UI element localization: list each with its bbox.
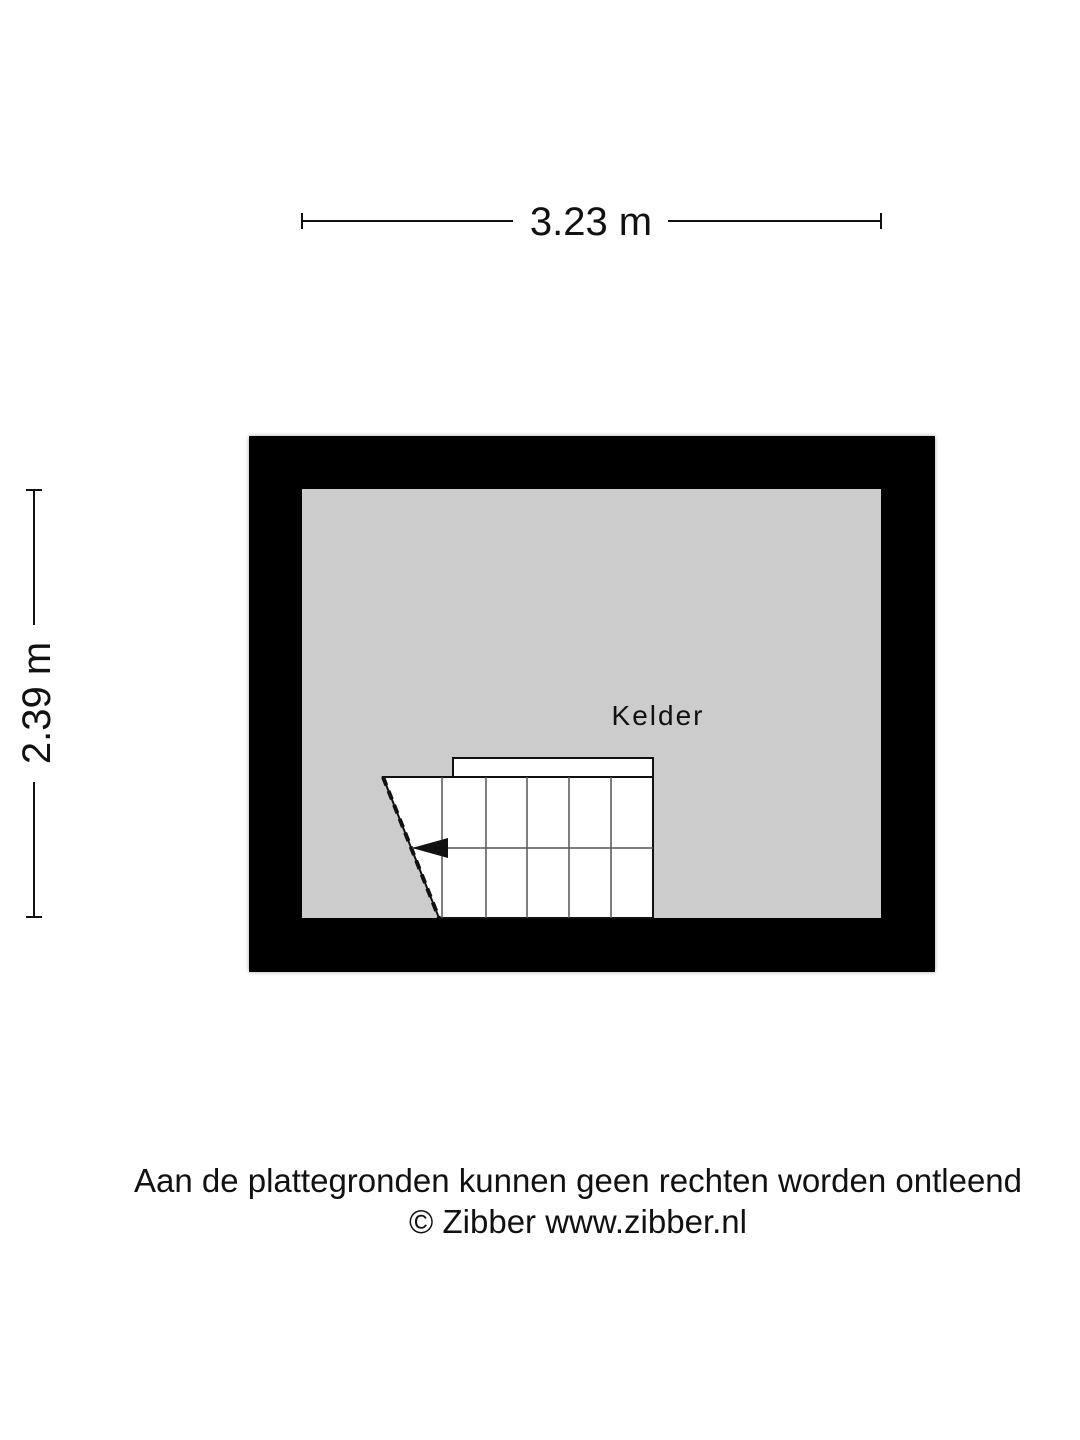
room-label-kelder: Kelder — [611, 700, 705, 731]
disclaimer-text: Aan de plattegronden kunnen geen rechten worden ontleend — [133, 1162, 1023, 1199]
stair-landing — [453, 758, 653, 777]
height-dimension — [15, 490, 59, 917]
room-kelder — [249, 436, 935, 972]
width-dimension — [302, 200, 881, 244]
height-dimension-label: 2.39 m — [15, 641, 59, 765]
copyright-text: © Zibber www.zibber.nl — [409, 1203, 747, 1240]
width-dimension-label: 3.23 m — [529, 200, 653, 244]
